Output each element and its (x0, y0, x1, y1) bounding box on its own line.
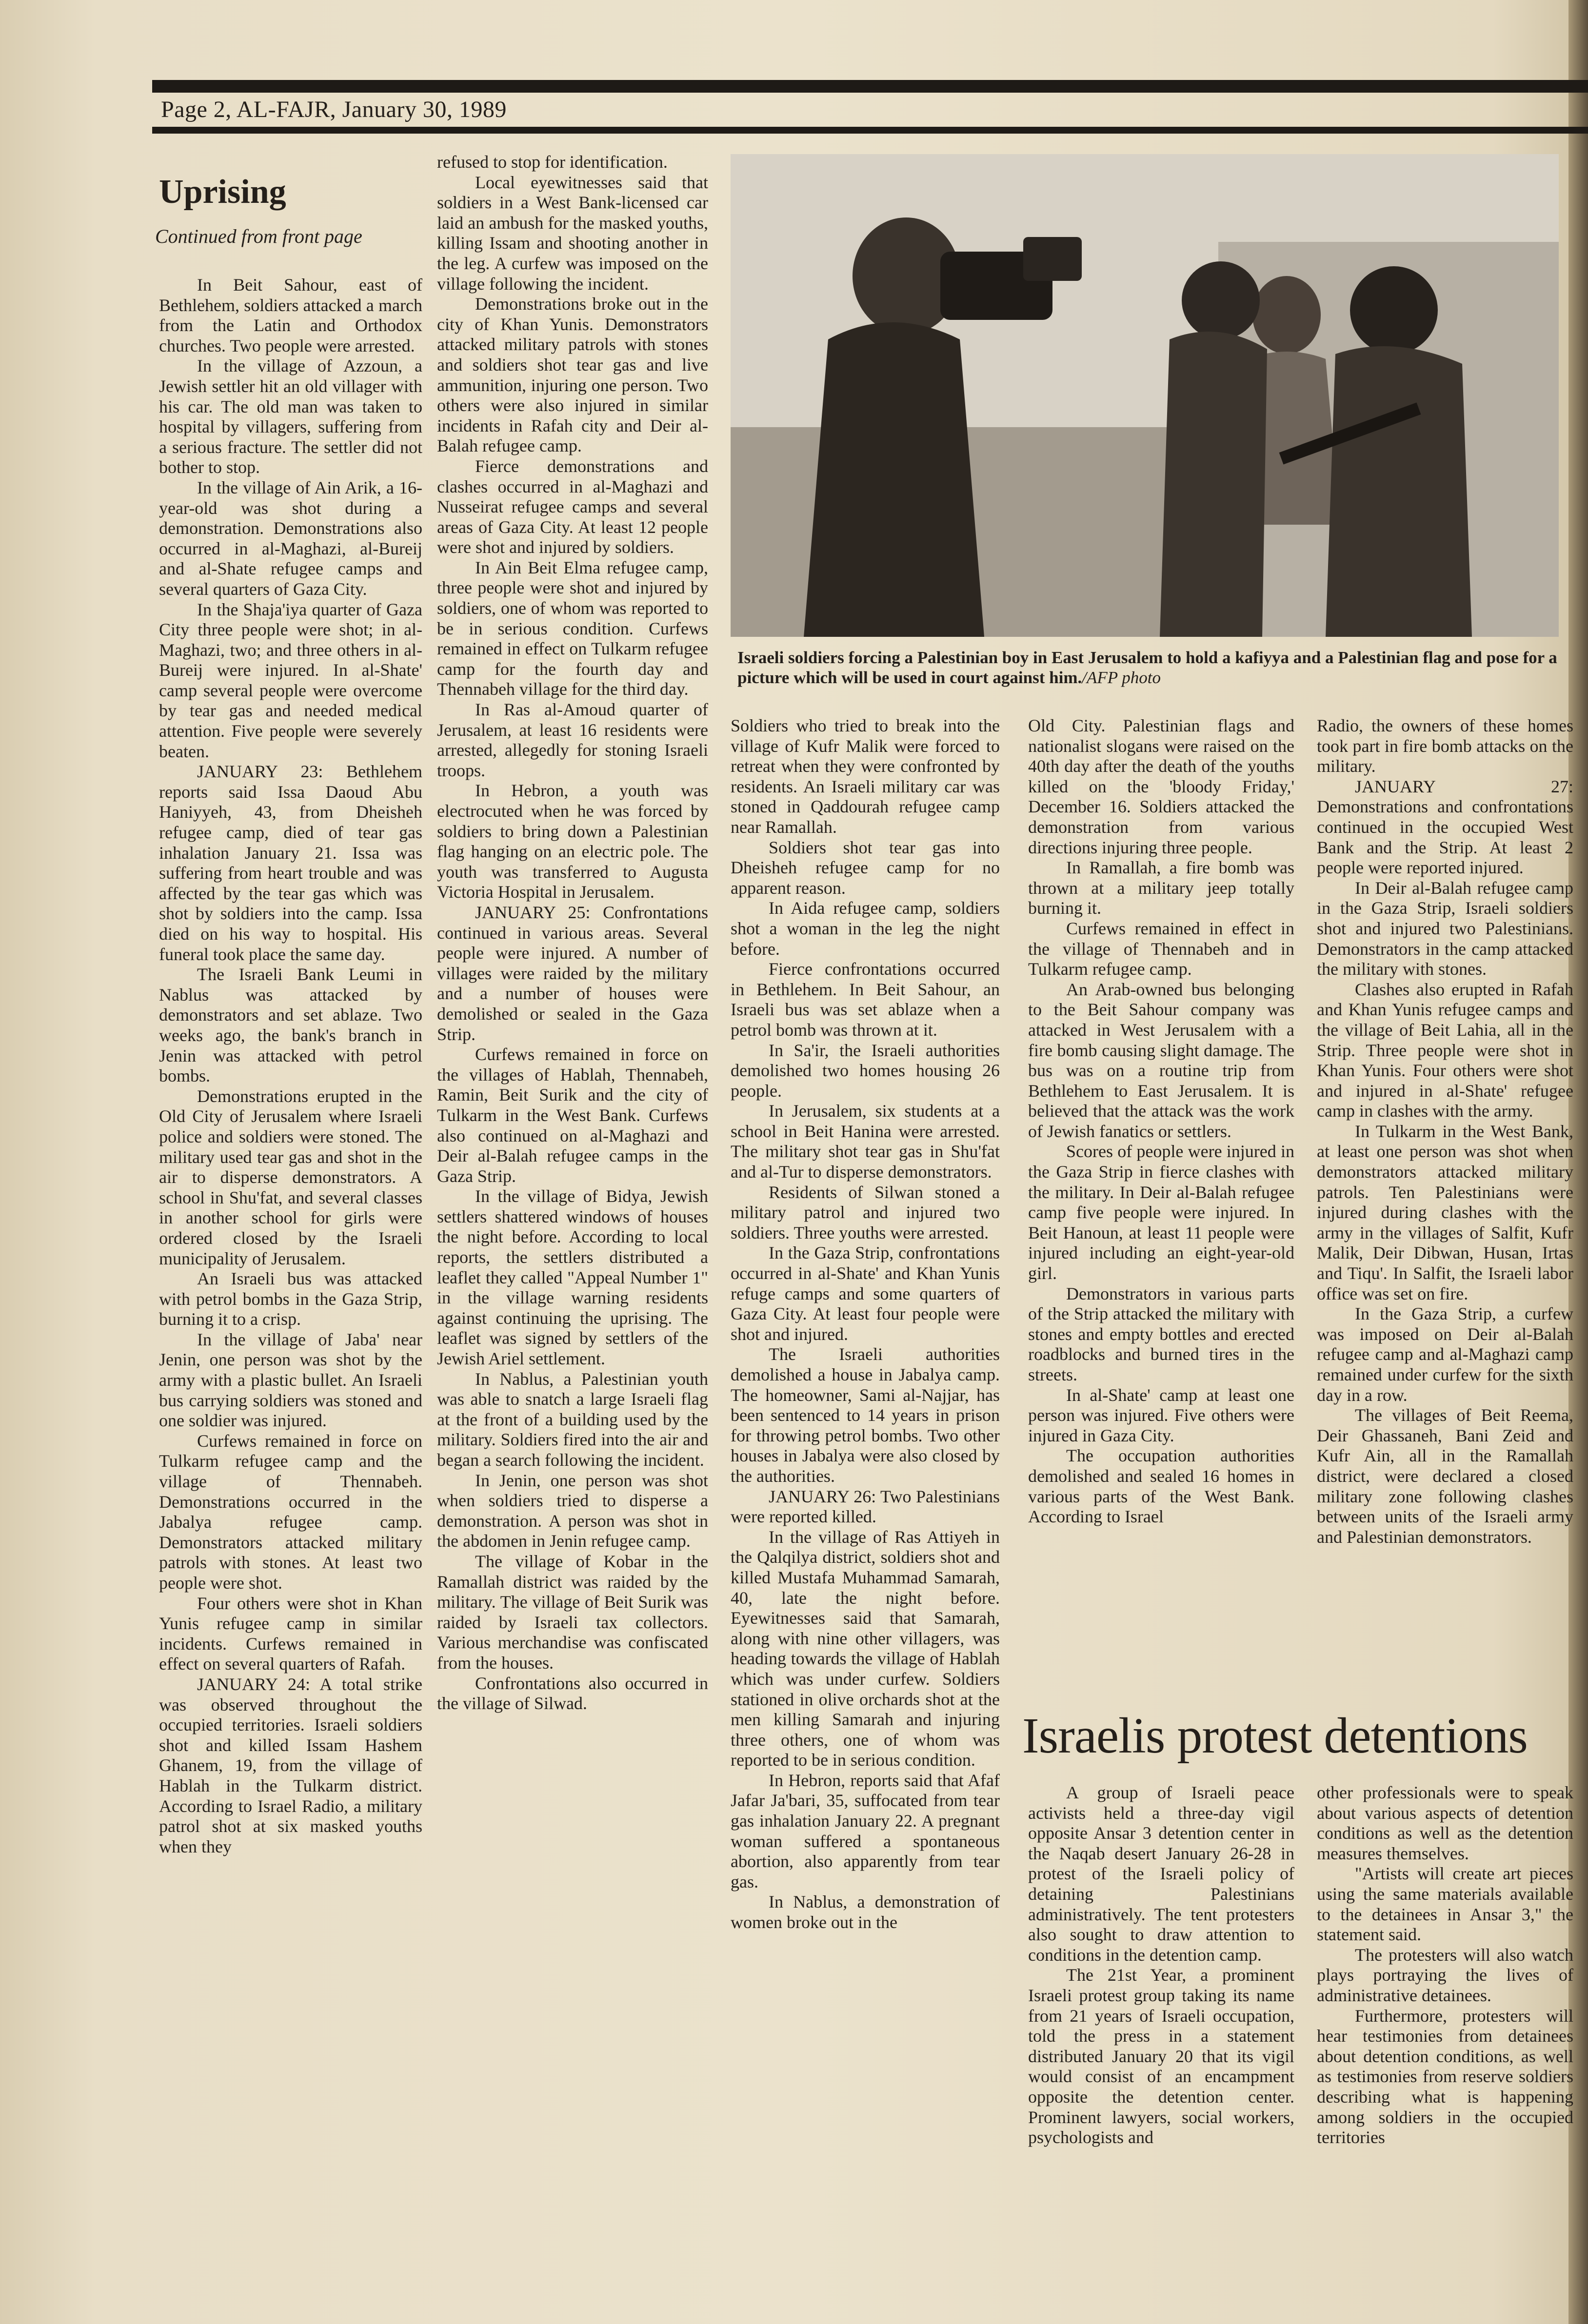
paragraph: JANUARY 25: Confrontations continued in various areas. Several people were injured. A number of villages were raided by the military and a number of houses were demolished or sealed in the Gaza Strip. (437, 902, 708, 1044)
paragraph: An Arab-owned bus belonging to the Beit Sahour company was attacked in West Jerusalem with a fire bomb causing slight damage. The bus was on a routine trip from Bethlehem to East Jerusalem. It is believed that the attack was the work of Jewish fanatics or settlers. (1028, 979, 1294, 1141)
paragraph: In Jerusalem, six students at a school in Beit Hanina were arrested. The military shot tear gas in Shu'fat and al-Tur to disperse demonstrators. (731, 1101, 1000, 1182)
paragraph: In Ain Beit Elma refugee camp, three people were shot and injured by soldiers, one of whom was reported to be in serious condition. Curfews remained in effect on Tulkarm refugee camp for the fourth day and Thennabeh village for the third day. (437, 557, 708, 699)
paragraph: Fierce confrontations occurred in Bethlehem. In Beit Sahour, an Israeli bus was set ablaze when a petrol bomb was thrown at it. (731, 959, 1000, 1040)
photo-caption (737, 648, 1560, 688)
paragraph: The occupation authorities demolished and sealed 16 homes in various parts of the West Bank. According to Israel (1028, 1446, 1294, 1527)
paragraph: JANUARY 26: Two Palestinians were reported killed. (731, 1486, 1000, 1527)
paragraph: Furthermore, protesters will hear testimonies from detainees about detention conditions, as well as testimonies from reserve soldiers describing what is happening among soldiers in the occupied territories (1317, 2006, 1573, 2147)
paragraph: Soldiers shot tear gas into Dheisheh refugee camp for no apparent reason. (731, 837, 1000, 898)
paragraph: Residents of Silwan stoned a military patrol and injured two soldiers. Three youths were arrested. (731, 1182, 1000, 1242)
paragraph: In Ras al-Amoud quarter of Jerusalem, at least 16 residents were arrested, allegedly for stoning Israeli troops. (437, 700, 708, 780)
article-headline: Uprising (159, 173, 286, 211)
paragraph: "Artists will create art pieces using the same materials available to the detainees in Ansar 3," the statement said. (1317, 1864, 1573, 1945)
paragraph: In the village of Ain Arik, a 16-year-old was shot during a demonstration. Demonstrations also occurred in al-Maghazi, al-Bureij and al-Shate refugee camps and several quarters of Gaza City. (159, 477, 422, 599)
paragraph: In the Gaza Strip, confrontations occurred in al-Shate' and Khan Yunis refuge camps and some quarters of Gaza City. At least four people were shot and injured. (731, 1243, 1000, 1344)
paragraph: Demonstrations broke out in the city of Khan Yunis. Demonstrators attacked military patrols with stones and soldiers shot tear gas and live ammunition, injuring one person. Two others were also injured in similar incidents in Rafah city and Deir al-Balah refugee camp. (437, 294, 708, 456)
article-column-2 (437, 152, 708, 2288)
paragraph: The Israeli Bank Leumi in Nablus was attacked by demonstrators and set ablaze. Two weeks ago, the bank's branch in Jenin was attacked with petrol bombs. (159, 965, 422, 1086)
article-column-1 (159, 275, 422, 2279)
paragraph: An Israeli bus was attacked with petrol bombs in the Gaza Strip, burning it to a crisp. (159, 1269, 422, 1329)
article-column-3 (731, 716, 1000, 2281)
paragraph: In Jenin, one person was shot when soldiers tried to disperse a demonstration. A person was shot in the abdomen in Jenin refugee camp. (437, 1470, 708, 1551)
paragraph: Local eyewitnesses said that soldiers in a West Bank-licensed car laid an ambush for the masked youths, killing Issam and shooting another in the leg. A curfew was imposed on the village following the incident. (437, 172, 708, 294)
paragraph: In Aida refugee camp, soldiers shot a woman in the leg the night before. (731, 898, 1000, 959)
paragraph: refused to stop for identification. (437, 152, 668, 172)
paragraph: Soldiers who tried to break into the village of Kufr Malik were forced to retreat when they were confronted by residents. An Israeli military car was stoned in Qaddourah refugee camp near Ramallah. (731, 716, 1000, 837)
paragraph: The protesters will also watch plays portraying the lives of administrative detainees. (1317, 1945, 1573, 2005)
paragraph: In Hebron, a youth was electrocuted when he was forced by soldiers to bring down a Palestinian flag hanging on an electric pole. The youth was transferred to Augusta Victoria Hospital in Jerusalem. (437, 781, 708, 902)
paragraph: Fierce demonstrations and clashes occurred in al-Maghazi and Nusseirat refugee camps and several areas of Gaza City. At least 12 people were shot and injured by soldiers. (437, 456, 708, 557)
paragraph: The Israeli authorities demolished a house in Jabalya camp. The homeowner, Sami al-Najjar, has been sentenced to 14 years in prison for throwing petrol bombs. Two other houses in Jabalya were also closed by the authorities. (731, 1344, 1000, 1486)
paragraph: Scores of people were injured in the Gaza Strip in fierce clashes with the military. In Deir al-Balah refugee camp five people were injured. In Beit Hanoun, at least 11 people were injured including an eight-year-old girl. (1028, 1142, 1294, 1283)
detentions-headline: Israelis protest detentions (1022, 1708, 1528, 1764)
paragraph: In the village of Ras Attiyeh in the Qalqilya district, soldiers shot and killed Mustafa Muhammad Samarah, 40, late the night before. Eyewitnesses said that Samarah, along with nine other villagers, was heading towards the village of Hablah which was under curfew. Soldiers stationed in olive orchards shot at the men killing Samarah and injuring three others, one of whom was reported to be in serious condition. (731, 1527, 1000, 1770)
article-column-4 (1028, 716, 1294, 1703)
paragraph: In the Shaja'iya quarter of Gaza City three people were shot; in al-Maghazi, two; and three others in al-Bureij were injured. In al-Shate' camp several people were overcome by tear gas and needed medical attention. Five people were severely beaten. (159, 599, 422, 761)
paragraph: Demonstrations erupted in the Old City of Jerusalem where Israeli police and soldiers were stoned. The military used tear gas and shot in the air to disperse demonstrators. A school in Shu'fat, and several classes in another school for girls were ordered closed by the Israeli municipality of Jerusalem. (159, 1086, 422, 1268)
paragraph: In Ramallah, a fire bomb was thrown at a military jeep totally burning it. (1028, 858, 1294, 918)
paragraph: Demonstrators in various parts of the Strip attacked the military with stones and empty bottles and erected roadblocks and burned tires in the streets. (1028, 1283, 1294, 1384)
paragraph: In the Gaza Strip, a curfew was imposed on Deir al-Balah refugee camp and al-Maghazi camp remained under curfew for the sixth day in a row. (1317, 1304, 1573, 1405)
paragraph: In Tulkarm in the West Bank, at least one person was shot when demonstrators attacked military patrols. Ten Palestinians were injured during clashes with the army in the villages of Salfit, Kufr Malik, Deir Dibwan, Husan, Irtas and Tiqu'. In Salfit, the Israeli labor office was set on fire. (1317, 1121, 1573, 1303)
paragraph: Clashes also erupted in Rafah and Khan Yunis refugee camps and the village of Beit Lahia, all in the Strip. Three people were shot in Khan Yunis. Four others were shot and injured in al-Shate' refugee camp in clashes with the army. (1317, 979, 1573, 1121)
paragraph: In the village of Azzoun, a Jewish settler hit an old villager with his car. The old man was taken to hospital by villagers, suffering from a serious fracture. The settler did not bother to stop. (159, 356, 422, 477)
paragraph: Curfews remained in effect in the village of Thennabeh and in Tulkarm refugee camp. (1028, 918, 1294, 979)
caption-text: Israeli soldiers forcing a Palestinian boy in East Jerusalem to hold a kafiyya and a Palestinian flag and pose for a picture which will be used in court against him. (737, 648, 1557, 687)
header-rule-bottom (152, 127, 1588, 134)
paragraph: In Nablus, a demonstration of women broke out in the (731, 1892, 1000, 1932)
detentions-column-1 (1028, 1783, 1294, 2285)
page-header: Page 2, AL-FAJR, January 30, 1989 (161, 97, 507, 122)
paragraph: In the village of Jaba' near Jenin, one person was shot by the army with a plastic bullet. An Israeli bus carrying soldiers was stoned and one soldier was injured. (159, 1329, 422, 1431)
article-column-5 (1317, 716, 1573, 1703)
paragraph: In Sa'ir, the Israeli authorities demolished two homes housing 26 people. (731, 1040, 1000, 1101)
paragraph: Four others were shot in Khan Yunis refugee camp in similar incidents. Curfews remained in effect on several quarters of Rafah. (159, 1593, 422, 1674)
paragraph: In Beit Sahour, east of Bethlehem, soldiers attacked a march from the Latin and Orthodox churches. Two people were arrested. (159, 275, 422, 355)
paragraph: In Nablus, a Palestinian youth was able to snatch a large Israeli flag at the front of a building used by the military. Soldiers fired into the air and began a search following the incident. (437, 1369, 708, 1470)
article-kicker: Continued from front page (155, 225, 362, 247)
paragraph: In al-Shate' camp at least one person was injured. Five others were injured in Gaza City. (1028, 1385, 1294, 1445)
paragraph: JANUARY 23: Bethlehem reports said Issa Daoud Abu Haniyyeh, 43, from Dheisheh refugee camp, died of tear gas inhalation January 21. Issa was suffering from heart trouble and was affected by the tear gas which was shot by soldiers into the camp. Issa died on his way to hospital. His funeral took place the same day. (159, 762, 422, 964)
photo-illustration (731, 154, 1559, 637)
paragraph: In Deir al-Balah refugee camp in the Gaza Strip, Israeli soldiers shot and injured two Palestinians. Demonstrators in the camp attacked the military with stones. (1317, 878, 1573, 979)
paragraph: JANUARY 27: Demonstrations and confrontations continued in the occupied West Bank and the Strip. At least 2 people were reported injured. (1317, 776, 1573, 878)
paragraph: In the village of Bidya, Jewish settlers shattered windows of houses the night before. According to local reports, the settlers distributed a leaflet they called "Appeal Number 1" in the village warning residents against continuing the uprising. The leaflet was signed by settlers of the Jewish Ariel settlement. (437, 1186, 708, 1369)
paragraph: The 21st Year, a prominent Israeli protest group taking its name from 21 years of Israeli occupation, told the press in a statement distributed January 20 that its vigil would consist of an encampment opposite the detention center. Prominent lawyers, social workers, psychologists and (1028, 1965, 1294, 2147)
news-photo (731, 154, 1559, 637)
paragraph: The villages of Beit Reema, Deir Ghassaneh, Bani Zeid and Kufr Ain, all in the Ramallah district, were declared a closed military zone following clashes between units of the Israeli army and Palestinian demonstrators. (1317, 1405, 1573, 1547)
header-rule-top (152, 80, 1588, 93)
paragraph: A group of Israeli peace activists held a three-day vigil opposite Ansar 3 detention center in the Naqab desert January 26-28 in protest of the Israeli policy of detaining Palestinians administratively. The tent protesters also sought to draw attention to conditions in the detention camp. (1028, 1783, 1294, 1965)
photo-credit: /AFP photo (1082, 668, 1161, 687)
paragraph: Confrontations also occurred in the village of Silwad. (437, 1673, 708, 1713)
paragraph: Curfews remained in force on the villages of Hablah, Thennabeh, Ramin, Beit Surik and the city of Tulkarm in the West Bank. Curfews also continued on al-Maghazi and Deir al-Balah refugee camps in the Gaza Strip. (437, 1044, 708, 1186)
paragraph: other professionals were to speak about various aspects of detention conditions as well as the detention measures themselves. (1317, 1783, 1573, 1863)
paragraph: In Hebron, reports said that Afaf Jafar Ja'bari, 35, suffocated from tear gas inhalation January 22. A pregnant woman suffered a spontaneous abortion, also apparently from tear gas. (731, 1770, 1000, 1891)
detentions-column-2 (1317, 1783, 1573, 2285)
paragraph: JANUARY 24: A total strike was observed throughout the occupied territories. Israeli soldiers shot and killed Issam Hashem Ghanem, 19, from the village of Hablah in the Tulkarm district. According to Israel Radio, a military patrol shot at six masked youths when they (159, 1674, 422, 1856)
paragraph: Curfews remained in force on Tulkarm refugee camp and the village of Thennabeh. Demonstrations occurred in the Jabalya refugee camp. Demonstrators attacked military patrols with stones. At least two people were shot. (159, 1431, 422, 1593)
paragraph: Old City. Palestinian flags and nationalist slogans were raised on the 40th day after the death of the youths killed on the 'bloody Friday,' December 16. Soldiers attacked the demonstration from various directions injuring three people. (1028, 716, 1294, 857)
paragraph: Radio, the owners of these homes took part in fire bomb attacks on the military. (1317, 716, 1573, 776)
paragraph: The village of Kobar in the Ramallah district was raided by the military. The village of Beit Surik was raided by Israeli tax collectors. Various merchandise was confiscated from the houses. (437, 1551, 708, 1673)
